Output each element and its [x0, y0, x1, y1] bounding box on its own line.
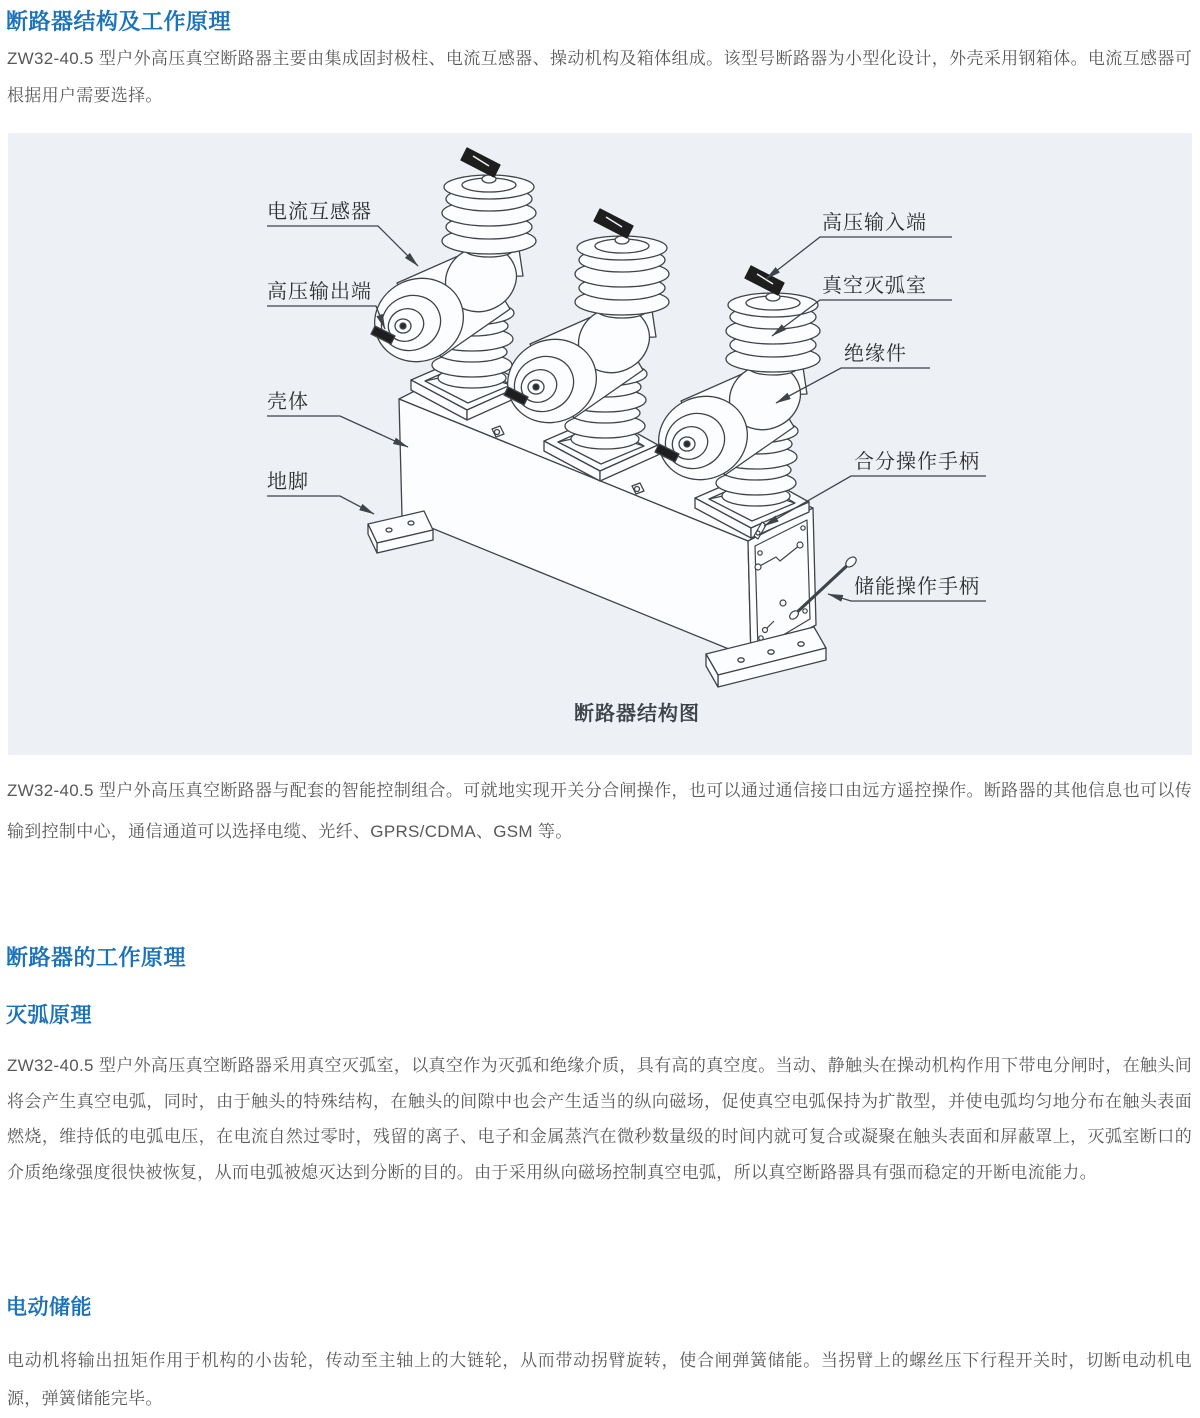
motor-storage-heading: 电动储能: [6, 1296, 92, 1319]
arc-extinguish-heading: 灭弧原理: [6, 1004, 92, 1027]
leader-hv-output: [267, 306, 385, 329]
label-current-transformer: 电流互感器: [267, 201, 372, 223]
label-shell: 壳体: [267, 391, 309, 413]
label-foot: 地脚: [267, 471, 309, 493]
page-title: 断路器结构及工作原理: [6, 9, 232, 34]
intro-paragraph: ZW32-40.5 型户外高压真空断路器主要由集成固封极柱、电流互感器、操动机构及箱体组成。该型号断路器为小型化设计，外壳采用钢箱体。电流互感器可根据用户需要选择。: [7, 49, 1192, 105]
arc-extinguish-paragraph: ZW32-40.5 型户外高压真空断路器采用真空灭弧室，以真空作为灭弧和绝缘介质，具有高的真空度。当动、静触头在操动机构作用下带电分闸时，在触头间将会产生真空电弧，同时，由于触头的特殊结构，在触头的间隙中也会产生适当的纵向磁场，促使真空电弧保持为扩散型，并使电弧均匀地分布在触头表面燃烧，维持低的电弧电压，在电流自然过零时，残留的离子、电子和金属蒸汽在微秒数量级的时间内就可复合或凝聚在触头表面和屏蔽罩上，灭弧室断口的介质绝缘强度很快被恢复，从而电弧被熄灭达到分断的目的。由于采用纵向磁场控制真空电弧，所以真空断路器具有强而稳定的开断电流能力。: [7, 1056, 1192, 1182]
figure-caption: 断路器结构图: [574, 703, 700, 725]
leader-hv-input: [766, 237, 952, 279]
motor-storage-paragraph: 电动机将输出扭矩作用于机构的小齿轮，传动至主轴上的大链轮，从而带动拐臂旋转，使合闸弹簧储能。当拐臂上的螺丝压下行程开关时，切断电动机电源，弹簧储能完毕。: [7, 1351, 1192, 1408]
leader-shell: [267, 416, 408, 447]
leader-foot: [267, 496, 374, 514]
breaker-structure-figure: [8, 133, 1192, 755]
label-vacuum-chamber: 真空灭弧室: [822, 275, 927, 297]
leader-current-transformer: [267, 226, 418, 266]
control-paragraph: ZW32-40.5 型户外高压真空断路器与配套的智能控制组合。可就地实现开关分合闸操作，也可以通过通信接口由远方遥控操作。断路器的其他信息也可以传输到控制中心，通信通道可以选择电缆、光纤、GPRS/CDMA、GSM 等。: [7, 781, 1192, 841]
label-insulator: 绝缘件: [844, 343, 907, 365]
label-energy-storage-handle: 储能操作手柄: [854, 576, 980, 598]
working-principle-heading: 断路器的工作原理: [6, 945, 187, 970]
label-hv-input: 高压输入端: [822, 212, 927, 234]
label-hv-output: 高压输出端: [267, 281, 372, 303]
label-open-close-handle: 合分操作手柄: [854, 451, 980, 473]
